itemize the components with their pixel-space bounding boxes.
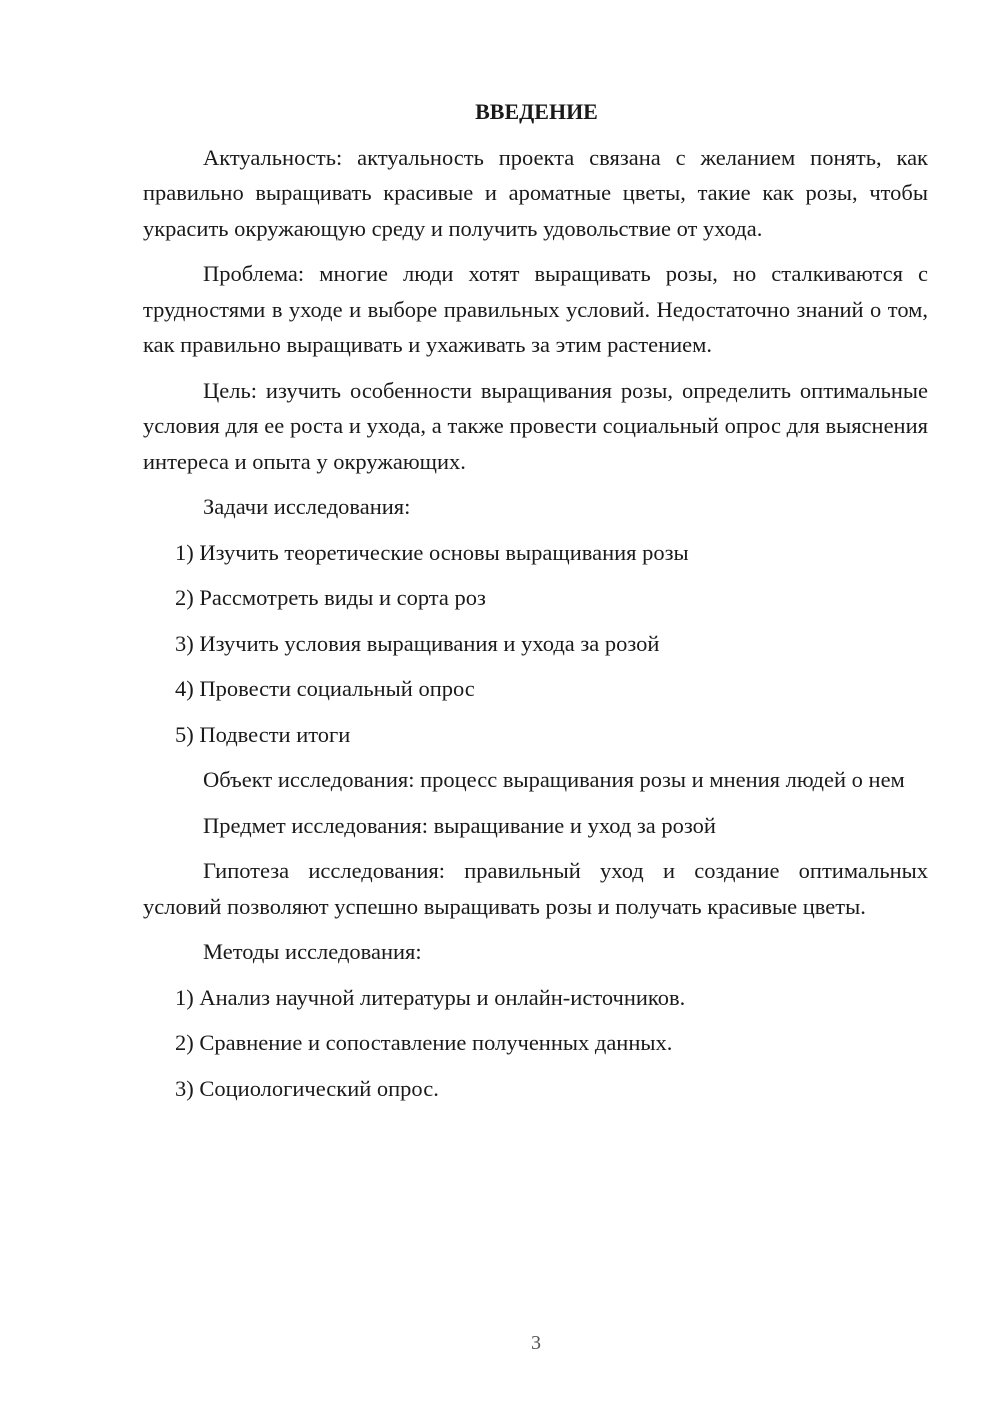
list-item: 2) Рассмотреть виды и сорта роз [175, 585, 486, 610]
page-title: ВВЕДЕНИЕ [475, 99, 598, 124]
paragraph-relevance: Актуальность: актуальность проекта связана с желанием понять, как правильно выращивать красивые и ароматные цветы, такие как розы, чтобы украсить окружающую среду и получить удовольствие от ухода. [143, 144, 928, 241]
list-item: 1) Изучить теоретические основы выращивания розы [175, 539, 689, 565]
list-item: 2) Сравнение и сопоставление полученных данных. [175, 1030, 673, 1055]
list-item: 4) Провести социальный опрос [175, 676, 475, 701]
tasks-list [143, 535, 928, 753]
tasks-heading: Задачи исследования: [203, 494, 411, 519]
paragraph-goal: Цель: изучить особенности выращивания розы, определить оптимальные условия для ее роста и ухода, а также провести социальный опрос для выяснения интереса и опыта у окружающих. [143, 377, 928, 474]
list-item: 3) Социологический опрос. [175, 1075, 439, 1101]
paragraph-problem: Проблема: многие люди хотят выращивать розы, но сталкиваются с трудностями в уходе и выборе правильных условий. Недостаточно знаний о том, как правильно выращивать и ухаживать за этим растением. [143, 261, 928, 357]
list-item: 3) Изучить условия выращивания и ухода за розой [175, 630, 660, 656]
page-number: 3 [531, 1332, 541, 1354]
paragraph-subject: Предмет исследования: выращивание и уход за розой [203, 812, 716, 838]
page-content [143, 94, 928, 1116]
list-item: 5) Подвести итоги [175, 721, 351, 747]
paragraph-object: Объект исследования: процесс выращивания розы и мнения людей о нем [203, 767, 905, 792]
methods-heading: Методы исследования: [203, 939, 422, 964]
methods-list [143, 980, 928, 1107]
list-item: 1) Анализ научной литературы и онлайн-источников. [175, 984, 686, 1010]
paragraph-hypothesis: Гипотеза исследования: правильный уход и создание оптимальных условий позволяют успешно выращивать розы и получать красивые цветы. [143, 858, 928, 919]
